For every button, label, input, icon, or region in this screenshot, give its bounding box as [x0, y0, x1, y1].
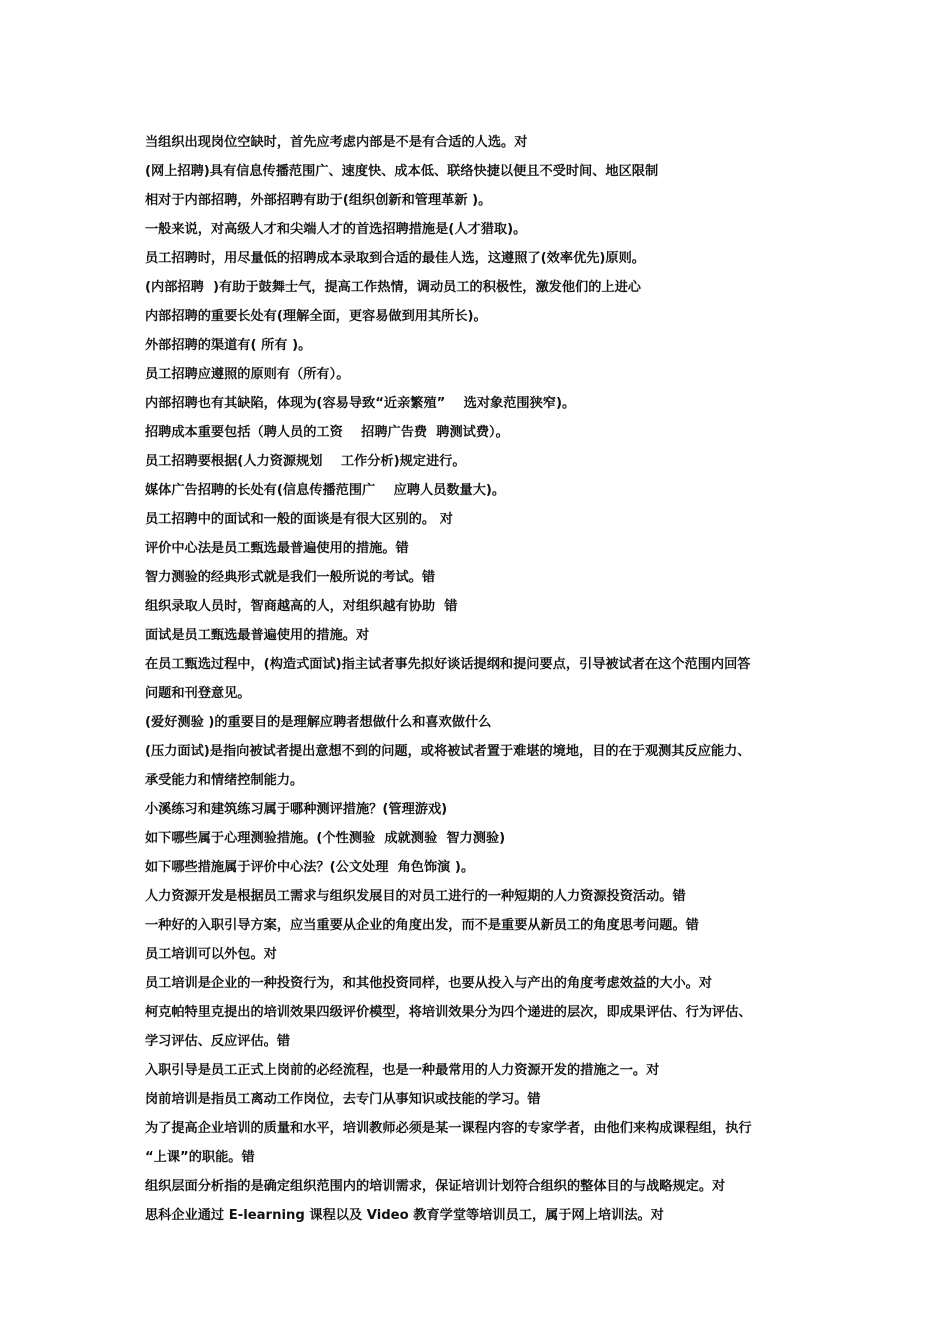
text-line: 岗前培训是指员工离动工作岗位，去专门从事知识或技能的学习。错: [145, 1092, 541, 1107]
text-line: 思科企业通过 E-learning 课程以及 Video 教育学堂等培训员工，属于网上培训法。对: [145, 1208, 664, 1223]
document-body: [145, 128, 815, 1230]
text-line: 在员工甄选过程中，(构造式面试)指主试者事先拟好谈话提纲和提问要点，引导被试者在这个范围内回答: [145, 657, 751, 672]
text-line: 柯克帕特里克提出的培训效果四级评价模型，将培训效果分为四个递进的层次，即成果评估、行为评估、: [145, 1005, 752, 1020]
text-line: (网上招聘)具有信息传播范围广、速度快、成本低、联络快捷以便且不受时间、地区限制: [145, 164, 659, 179]
text-line: 组织录取人员时，智商越高的人，对组织越有协助 错: [145, 599, 458, 614]
text-line: 智力测验的经典形式就是我们一般所说的考试。错: [145, 570, 436, 585]
text-line: 员工招聘应遵照的原则有（所有）。: [145, 367, 350, 382]
text-line: 入职引导是员工正式上岗前的必经流程，也是一种最常用的人力资源开发的措施之一。对: [145, 1063, 660, 1078]
text-line: 承受能力和情绪控制能力。: [145, 773, 304, 788]
text-line: 招聘成本重要包括（聘人员的工资 招聘广告费 聘测试费）。: [145, 425, 509, 440]
text-line: (爱好测验 )的重要目的是理解应聘者想做什么和喜欢做什么: [145, 715, 492, 730]
text-line: 问题和刊登意见。: [145, 686, 251, 701]
text-line: 员工招聘中的面试和一般的面谈是有很大区别的。 对: [145, 512, 453, 527]
text-line: 为了提高企业培训的质量和水平，培训教师必须是某一课程内容的专家学者，由他们来构成课程组，执行: [145, 1121, 752, 1136]
text-line: 当组织出现岗位空缺时，首先应考虑内部是不是有合适的人选。对: [145, 135, 528, 150]
text-line: 员工培训是企业的一种投资行为，和其他投资同样，也要从投入与产出的角度考虑效益的大小。对: [145, 976, 713, 991]
text-line: 小溪练习和建筑练习属于哪种测评措施？(管理游戏): [145, 802, 448, 817]
text-line: 一种好的入职引导方案，应当重要从企业的角度出发，而不是重要从新员工的角度思考问题。错: [145, 918, 699, 933]
text-line: 内部招聘也有其缺陷，体现为(容易导致“近亲繁殖” 选对象范围狭窄)。: [145, 396, 576, 411]
text-line: 评价中心法是员工甄选最普遍使用的措施。错: [145, 541, 409, 556]
text-line: 外部招聘的渠道有( 所有 )。: [145, 338, 312, 353]
text-line: 员工招聘要根据(人力资源规划 工作分析)规定进行。: [145, 454, 466, 469]
text-line: (内部招聘 )有助于鼓舞士气，提高工作热情，调动员工的积极性，激发他们的上进心: [145, 280, 641, 295]
text-line: 如下哪些属于心理测验措施。(个性测验 成就测验 智力测验): [145, 831, 506, 846]
text-line: 相对于内部招聘，外部招聘有助于(组织创新和管理革新 )。: [145, 193, 492, 208]
text-line: 内部招聘的重要长处有(理解全面，更容易做到用其所长)。: [145, 309, 487, 324]
text-line: 员工培训可以外包。对: [145, 947, 277, 962]
text-line: 媒体广告招聘的长处有(信息传播范围广 应聘人员数量大)。: [145, 483, 506, 498]
text-line: 组织层面分析指的是确定组织范围内的培训需求，保证培训计划符合组织的整体目的与战略规定。对: [145, 1179, 726, 1194]
text-line: “上课”的职能。错: [145, 1150, 255, 1165]
text-line: 学习评估、反应评估。错: [145, 1034, 291, 1049]
text-line: 人力资源开发是根据员工需求与组织发展目的对员工进行的一种短期的人力资源投资活动。错: [145, 889, 686, 904]
text-line: 面试是员工甄选最普遍使用的措施。对: [145, 628, 370, 643]
text-line: (压力面试)是指向被试者提出意想不到的问题，或将被试者置于难堪的境地，目的在于观测其反应能力、: [145, 744, 751, 759]
text-line: 如下哪些措施属于评价中心法？(公文处理 角色饰演 )。: [145, 860, 475, 875]
text-line: 一般来说，对高级人才和尖端人才的首选招聘措施是(人才猎取)。: [145, 222, 527, 237]
text-line: 员工招聘时，用尽量低的招聘成本录取到合适的最佳人选，这遵照了(效率优先)原则。: [145, 251, 645, 266]
